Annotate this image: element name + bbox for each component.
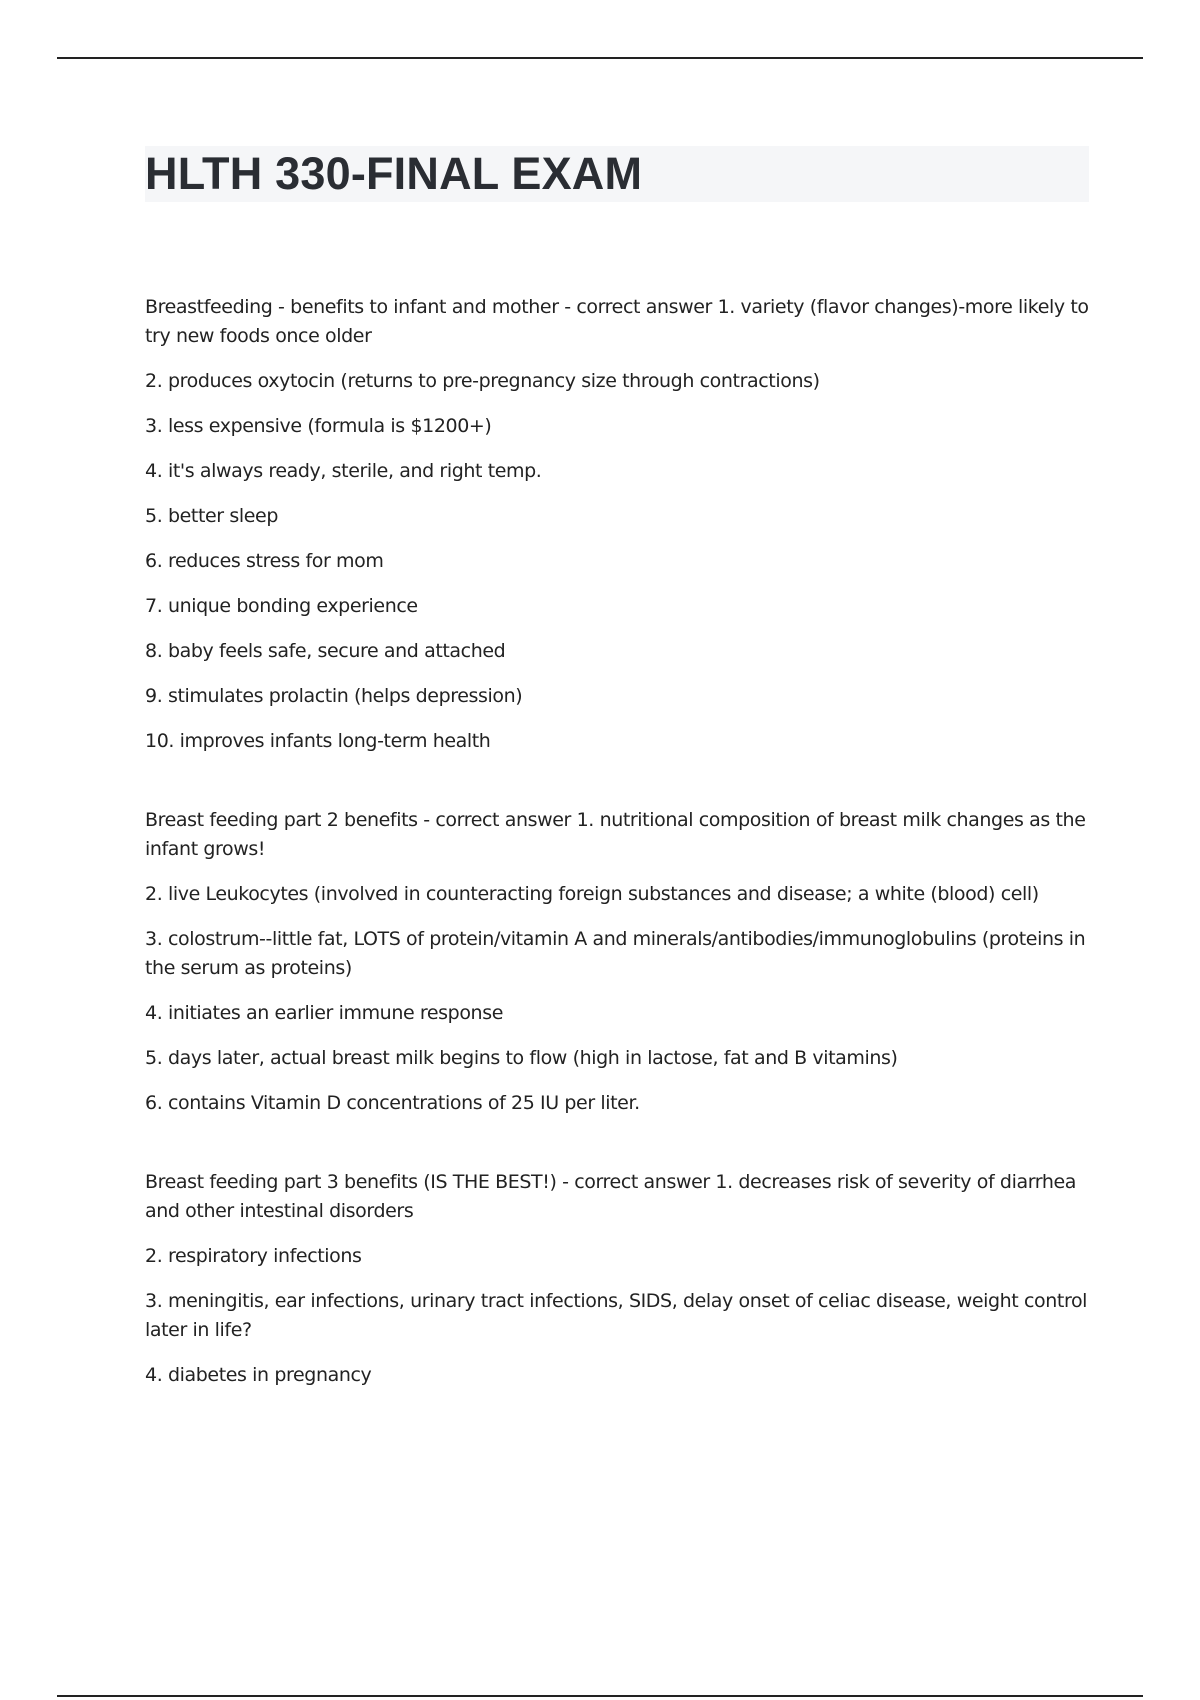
answer-line: 4. initiates an earlier immune response bbox=[145, 1002, 503, 1024]
qa-block-part-3-benefits bbox=[145, 1168, 1095, 1390]
document-body bbox=[145, 293, 1095, 1440]
answer-line: 3. meningitis, ear infections, urinary tract infections, SIDS, delay onset of celiac disease, weight control later in life? bbox=[145, 1290, 1088, 1341]
top-divider bbox=[57, 57, 1143, 59]
answer-line: Breast feeding part 3 benefits (IS THE BEST!) - correct answer 1. decreases risk of severity of diarrhea and other intestinal disorders bbox=[145, 1171, 1077, 1222]
page-title: HLTH 330-FINAL EXAM bbox=[145, 148, 643, 199]
answer-line: 10. improves infants long-term health bbox=[145, 730, 491, 752]
answer-line: 7. unique bonding experience bbox=[145, 595, 418, 617]
answer-line: 4. it's always ready, sterile, and right temp. bbox=[145, 460, 542, 482]
answer-line: 2. live Leukocytes (involved in counteracting foreign substances and disease; a white (blood) cell) bbox=[145, 883, 1039, 905]
answer-line: 2. produces oxytocin (returns to pre-pregnancy size through contractions) bbox=[145, 370, 820, 392]
bottom-divider bbox=[57, 1695, 1143, 1697]
answer-line: 5. better sleep bbox=[145, 505, 278, 527]
answer-line: 9. stimulates prolactin (helps depression) bbox=[145, 685, 523, 707]
answer-line: 8. baby feels safe, secure and attached bbox=[145, 640, 506, 662]
answer-line: 3. less expensive (formula is $1200+) bbox=[145, 415, 492, 437]
answer-line: Breastfeeding - benefits to infant and mother - correct answer 1. variety (flavor changes)-more likely to try new foods once older bbox=[145, 296, 1089, 347]
qa-block-breastfeeding-benefits bbox=[145, 293, 1095, 756]
answer-line: 4. diabetes in pregnancy bbox=[145, 1364, 372, 1386]
qa-block-part-2-benefits bbox=[145, 806, 1095, 1118]
answer-line: 3. colostrum--little fat, LOTS of protein/vitamin A and minerals/antibodies/immunoglobulins (proteins in the serum as proteins) bbox=[145, 928, 1086, 979]
answer-line: Breast feeding part 2 benefits - correct answer 1. nutritional composition of breast milk changes as the infant grows! bbox=[145, 809, 1086, 860]
answer-line: 6. reduces stress for mom bbox=[145, 550, 384, 572]
answer-line: 6. contains Vitamin D concentrations of 25 IU per liter. bbox=[145, 1092, 640, 1114]
answer-line: 2. respiratory infections bbox=[145, 1245, 362, 1267]
answer-line: 5. days later, actual breast milk begins to flow (high in lactose, fat and B vitamins) bbox=[145, 1047, 898, 1069]
